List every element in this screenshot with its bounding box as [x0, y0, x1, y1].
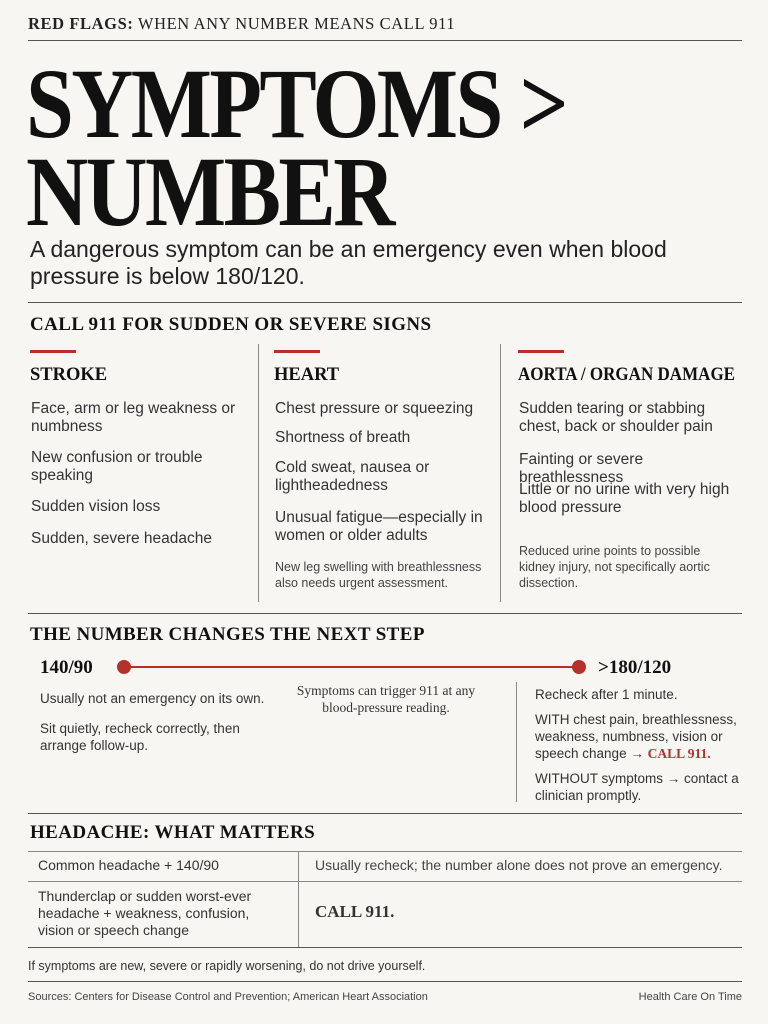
table-column-divider: [298, 851, 299, 947]
deck: A dangerous symptom can be an emergency even when blood pressure is below 180/120.: [30, 236, 667, 289]
scale-title: THE NUMBER CHANGES THE NEXT STEP: [30, 624, 425, 645]
divider: [28, 613, 742, 614]
column-divider: [500, 344, 501, 602]
divider: [28, 302, 742, 303]
scale-high-recheck: Recheck after 1 minute.: [535, 687, 678, 702]
heart-note: New leg swelling with breathlessness also needs urgent assessment.: [275, 560, 482, 590]
headache-condition: Common headache + 140/90: [38, 857, 219, 873]
aorta-heading: AORTA / ORGAN DAMAGE: [518, 365, 736, 385]
headache-condition: Thunderclap or sudden worst-ever headache + weakness, confusion, vision or speech change: [38, 888, 252, 938]
stroke-item: Face, arm or leg weakness or numbness: [31, 400, 236, 435]
call-911-label: CALL 911.: [647, 746, 711, 761]
column-divider: [258, 344, 259, 602]
stroke-item: New confusion or trouble speaking: [31, 449, 203, 484]
aorta-note: Reduced urine points to possible kidney injury, not specifically aortic dissection.: [519, 544, 710, 590]
divider: [28, 40, 742, 41]
headline-line1: SYMPTOMS >: [26, 48, 567, 159]
column-divider: [516, 682, 517, 802]
table-border: [28, 881, 742, 882]
heart-item: Chest pressure or squeezing: [275, 400, 474, 417]
kicker-bold: RED FLAGS:: [28, 14, 134, 33]
scale-high-label: >180/120: [598, 657, 672, 678]
aorta-item: Sudden tearing or stabbing chest, back or shoulder pain: [519, 400, 713, 435]
credit: Health Care On Time: [638, 991, 742, 1003]
kicker: [28, 14, 455, 34]
table-border: [28, 851, 742, 852]
scale-high-without: WITHOUT symptoms → contact a clinician promptly.: [535, 771, 739, 803]
scale-high-dot: [572, 660, 586, 674]
headline-line2: NUMBER: [26, 136, 393, 247]
scale-low-text: Usually not an emergency on its own.: [40, 691, 265, 706]
headache-title: HEADACHE: WHAT MATTERS: [30, 822, 316, 843]
kicker-rest: WHEN ANY NUMBER MEANS CALL 911: [133, 14, 456, 33]
heart-item: Cold sweat, nausea or lightheadedness: [275, 459, 430, 494]
headache-action: Usually recheck; the number alone does not prove an emergency.: [315, 857, 723, 873]
divider: [28, 981, 742, 982]
aorta-item: Little or no urine with very high blood pressure: [519, 481, 730, 516]
signs-title: CALL 911 FOR SUDDEN OR SEVERE SIGNS: [30, 314, 432, 335]
sources: Sources: Centers for Disease Control and Prevention; American Heart Association: [28, 991, 428, 1003]
warning: If symptoms are new, severe or rapidly worsening, do not drive yourself.: [28, 959, 426, 973]
scale-low-text: Sit quietly, recheck correctly, then arrange follow-up.: [40, 721, 240, 753]
aorta-item: Fainting or severe breathlessness: [519, 451, 644, 486]
heart-heading: HEART: [274, 365, 340, 385]
scale-high-with: [535, 711, 749, 762]
accent-bar: [274, 350, 320, 353]
table-border: [28, 947, 742, 948]
scale-middle-note: Symptoms can trigger 911 at any blood-pressure reading.: [296, 683, 476, 715]
stroke-heading: STROKE: [30, 365, 108, 385]
stroke-item: Sudden, severe headache: [31, 530, 212, 547]
scale-high-with-text: WITH chest pain, breathlessness, weakness, numbness, vision or speech change →: [535, 712, 737, 761]
accent-bar: [30, 350, 76, 353]
heart-item: Shortness of breath: [275, 429, 411, 446]
stroke-item: Sudden vision loss: [31, 498, 161, 515]
heart-item: Unusual fatigue—especially in women or older adults: [275, 509, 483, 544]
headache-action-call-911: CALL 911.: [315, 902, 395, 921]
scale-low-label: 140/90: [40, 657, 93, 678]
accent-bar: [518, 350, 564, 353]
scale-line: [124, 666, 579, 668]
divider: [28, 813, 742, 814]
